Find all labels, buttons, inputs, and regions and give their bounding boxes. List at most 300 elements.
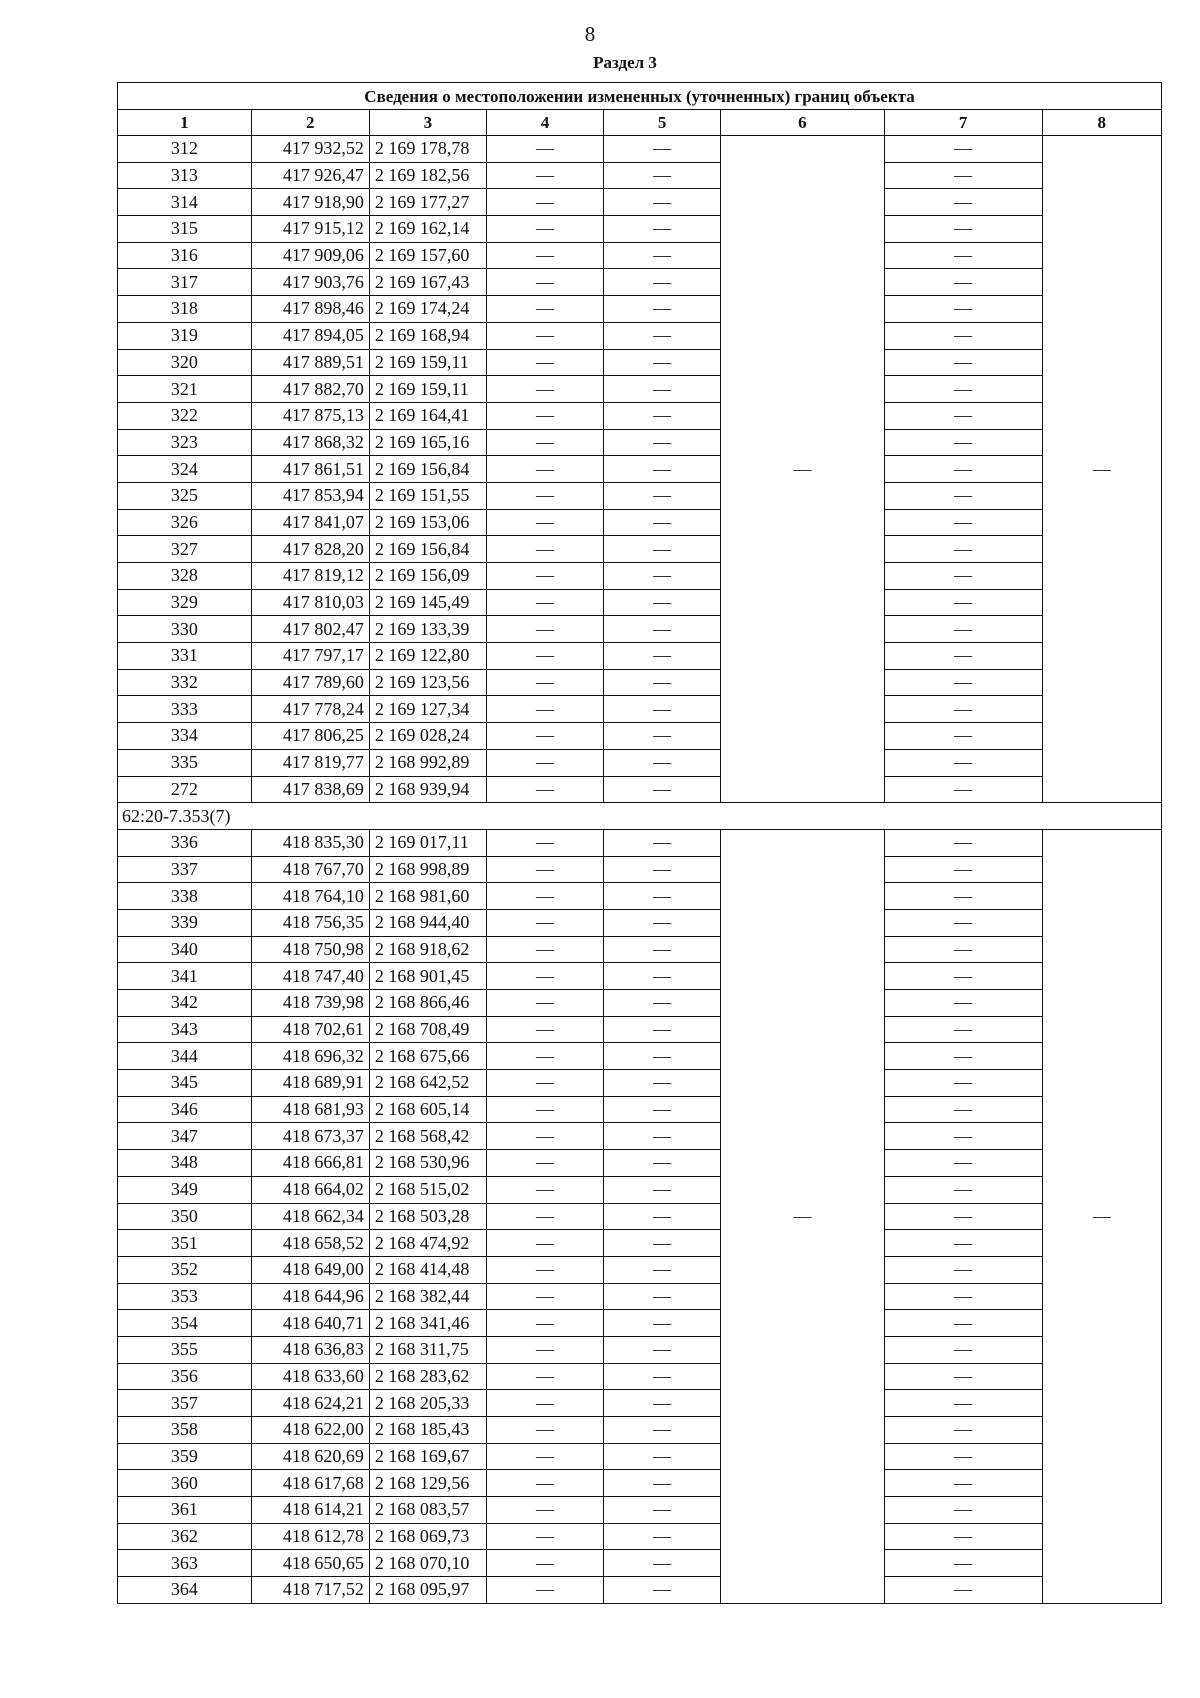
column-7-cell: — [884, 1043, 1042, 1070]
point-number-cell: 334 [118, 723, 252, 750]
table-row [118, 963, 1162, 990]
x-coordinate-cell: 417 918,90 [251, 189, 369, 216]
y-coordinate-cell: 2 168 939,94 [369, 776, 486, 803]
x-coordinate-cell: 418 622,00 [251, 1417, 369, 1444]
y-coordinate-cell: 2 169 151,55 [369, 482, 486, 509]
column-4-cell: — [486, 1230, 603, 1257]
point-number-cell: 361 [118, 1497, 252, 1524]
x-coordinate-cell: 418 650,65 [251, 1550, 369, 1577]
table-row [118, 1310, 1162, 1337]
column-7-cell: — [884, 1497, 1042, 1524]
column-7-cell: — [884, 776, 1042, 803]
point-number-cell: 345 [118, 1070, 252, 1097]
column-4-cell: — [486, 269, 603, 296]
x-coordinate-cell: 417 838,69 [251, 776, 369, 803]
y-coordinate-cell: 2 169 122,80 [369, 643, 486, 670]
column-5-cell: — [604, 990, 721, 1017]
table-row [118, 536, 1162, 563]
column-7-cell: — [884, 723, 1042, 750]
column-6-merged-cell: — [721, 829, 884, 1603]
point-number-cell: 319 [118, 322, 252, 349]
column-7-cell: — [884, 963, 1042, 990]
y-coordinate-cell: 2 168 944,40 [369, 909, 486, 936]
x-coordinate-cell: 417 898,46 [251, 296, 369, 323]
table-row [118, 1123, 1162, 1150]
column-7-cell: — [884, 1203, 1042, 1230]
column-4-cell: — [486, 643, 603, 670]
column-5-cell: — [604, 563, 721, 590]
column-5-cell: — [604, 1363, 721, 1390]
point-number-cell: 333 [118, 696, 252, 723]
x-coordinate-cell: 418 636,83 [251, 1336, 369, 1363]
y-coordinate-cell: 2 168 515,02 [369, 1176, 486, 1203]
column-5-cell: — [604, 322, 721, 349]
point-number-cell: 337 [118, 856, 252, 883]
table-row [118, 563, 1162, 590]
column-5-cell: — [604, 1203, 721, 1230]
column-header: 8 [1042, 110, 1161, 136]
table-row [118, 296, 1162, 323]
column-7-cell: — [884, 1283, 1042, 1310]
table-row [118, 216, 1162, 243]
column-header: 4 [486, 110, 603, 136]
column-4-cell: — [486, 1283, 603, 1310]
column-4-cell: — [486, 696, 603, 723]
x-coordinate-cell: 417 797,17 [251, 643, 369, 670]
point-number-cell: 313 [118, 162, 252, 189]
y-coordinate-cell: 2 168 503,28 [369, 1203, 486, 1230]
table-row [118, 509, 1162, 536]
column-7-cell: — [884, 1123, 1042, 1150]
column-7-cell: — [884, 1417, 1042, 1444]
column-5-cell: — [604, 402, 721, 429]
column-header: 7 [884, 110, 1042, 136]
y-coordinate-cell: 2 169 127,34 [369, 696, 486, 723]
x-coordinate-cell: 417 889,51 [251, 349, 369, 376]
x-coordinate-cell: 417 778,24 [251, 696, 369, 723]
y-coordinate-cell: 2 168 095,97 [369, 1577, 486, 1604]
column-4-cell: — [486, 1096, 603, 1123]
x-coordinate-cell: 417 909,06 [251, 242, 369, 269]
column-header: 1 [118, 110, 252, 136]
column-5-cell: — [604, 829, 721, 856]
x-coordinate-cell: 418 614,21 [251, 1497, 369, 1524]
column-4-cell: — [486, 1310, 603, 1337]
table-row [118, 936, 1162, 963]
point-number-cell: 362 [118, 1523, 252, 1550]
x-coordinate-cell: 418 767,70 [251, 856, 369, 883]
group-row [118, 803, 1162, 830]
column-7-cell: — [884, 1150, 1042, 1177]
point-number-cell: 316 [118, 242, 252, 269]
column-4-cell: — [486, 1523, 603, 1550]
column-4-cell: — [486, 296, 603, 323]
table-row [118, 1203, 1162, 1230]
y-coordinate-cell: 2 168 205,33 [369, 1390, 486, 1417]
column-5-cell: — [604, 376, 721, 403]
y-coordinate-cell: 2 168 981,60 [369, 883, 486, 910]
column-5-cell: — [604, 1390, 721, 1417]
table-row [118, 1150, 1162, 1177]
y-coordinate-cell: 2 169 153,06 [369, 509, 486, 536]
column-4-cell: — [486, 1550, 603, 1577]
column-4-cell: — [486, 1417, 603, 1444]
point-number-cell: 354 [118, 1310, 252, 1337]
column-5-cell: — [604, 296, 721, 323]
column-5-cell: — [604, 1256, 721, 1283]
x-coordinate-cell: 418 662,34 [251, 1203, 369, 1230]
point-number-cell: 330 [118, 616, 252, 643]
table-row [118, 429, 1162, 456]
column-4-cell: — [486, 563, 603, 590]
x-coordinate-cell: 418 640,71 [251, 1310, 369, 1337]
column-4-cell: — [486, 909, 603, 936]
table-row [118, 1390, 1162, 1417]
column-4-cell: — [486, 402, 603, 429]
column-5-cell: — [604, 1043, 721, 1070]
x-coordinate-cell: 418 696,32 [251, 1043, 369, 1070]
x-coordinate-cell: 418 717,52 [251, 1577, 369, 1604]
point-number-cell: 350 [118, 1203, 252, 1230]
point-number-cell: 342 [118, 990, 252, 1017]
column-header: 2 [251, 110, 369, 136]
y-coordinate-cell: 2 168 069,73 [369, 1523, 486, 1550]
y-coordinate-cell: 2 168 185,43 [369, 1417, 486, 1444]
point-number-cell: 332 [118, 669, 252, 696]
column-4-cell: — [486, 589, 603, 616]
column-header: 3 [369, 110, 486, 136]
column-4-cell: — [486, 829, 603, 856]
column-7-cell: — [884, 162, 1042, 189]
x-coordinate-cell: 418 681,93 [251, 1096, 369, 1123]
y-coordinate-cell: 2 168 708,49 [369, 1016, 486, 1043]
x-coordinate-cell: 417 789,60 [251, 669, 369, 696]
column-4-cell: — [486, 749, 603, 776]
x-coordinate-cell: 418 673,37 [251, 1123, 369, 1150]
column-4-cell: — [486, 136, 603, 163]
x-coordinate-cell: 417 915,12 [251, 216, 369, 243]
x-coordinate-cell: 418 835,30 [251, 829, 369, 856]
column-4-cell: — [486, 1123, 603, 1150]
y-coordinate-cell: 2 169 182,56 [369, 162, 486, 189]
column-7-cell: — [884, 482, 1042, 509]
y-coordinate-cell: 2 168 382,44 [369, 1283, 486, 1310]
table-row [118, 1550, 1162, 1577]
y-coordinate-cell: 2 169 165,16 [369, 429, 486, 456]
point-number-cell: 322 [118, 402, 252, 429]
column-4-cell: — [486, 936, 603, 963]
table-row [118, 856, 1162, 883]
column-4-cell: — [486, 776, 603, 803]
column-7-cell: — [884, 269, 1042, 296]
point-number-cell: 348 [118, 1150, 252, 1177]
column-4-cell: — [486, 429, 603, 456]
column-5-cell: — [604, 536, 721, 563]
column-5-cell: — [604, 429, 721, 456]
point-number-cell: 314 [118, 189, 252, 216]
x-coordinate-cell: 417 853,94 [251, 482, 369, 509]
column-5-cell: — [604, 1150, 721, 1177]
column-5-cell: — [604, 1417, 721, 1444]
point-number-cell: 360 [118, 1470, 252, 1497]
y-coordinate-cell: 2 169 156,84 [369, 536, 486, 563]
table-row [118, 643, 1162, 670]
column-7-cell: — [884, 883, 1042, 910]
column-5-cell: — [604, 1070, 721, 1097]
y-coordinate-cell: 2 168 129,56 [369, 1470, 486, 1497]
table-row [118, 669, 1162, 696]
table-row [118, 242, 1162, 269]
column-4-cell: — [486, 482, 603, 509]
column-5-cell: — [604, 1577, 721, 1604]
point-number-cell: 353 [118, 1283, 252, 1310]
x-coordinate-cell: 417 875,13 [251, 402, 369, 429]
point-number-cell: 341 [118, 963, 252, 990]
table-row [118, 883, 1162, 910]
table-row [118, 1443, 1162, 1470]
column-4-cell: — [486, 616, 603, 643]
column-4-cell: — [486, 242, 603, 269]
table-row [118, 1417, 1162, 1444]
y-coordinate-cell: 2 169 156,84 [369, 456, 486, 483]
y-coordinate-cell: 2 169 177,27 [369, 189, 486, 216]
table-row [118, 829, 1162, 856]
column-5-cell: — [604, 749, 721, 776]
y-coordinate-cell: 2 169 017,11 [369, 829, 486, 856]
table-row [118, 1176, 1162, 1203]
point-number-cell: 356 [118, 1363, 252, 1390]
table-row [118, 189, 1162, 216]
column-7-cell: — [884, 509, 1042, 536]
point-number-cell: 326 [118, 509, 252, 536]
column-5-cell: — [604, 1550, 721, 1577]
column-7-cell: — [884, 456, 1042, 483]
y-coordinate-cell: 2 168 918,62 [369, 936, 486, 963]
column-7-cell: — [884, 1550, 1042, 1577]
table-row [118, 1016, 1162, 1043]
column-4-cell: — [486, 1470, 603, 1497]
y-coordinate-cell: 2 168 992,89 [369, 749, 486, 776]
column-7-cell: — [884, 1176, 1042, 1203]
column-5-cell: — [604, 269, 721, 296]
x-coordinate-cell: 418 649,00 [251, 1256, 369, 1283]
column-5-cell: — [604, 616, 721, 643]
column-5-cell: — [604, 936, 721, 963]
y-coordinate-cell: 2 169 028,24 [369, 723, 486, 750]
table-row [118, 482, 1162, 509]
y-coordinate-cell: 2 168 866,46 [369, 990, 486, 1017]
x-coordinate-cell: 418 702,61 [251, 1016, 369, 1043]
column-4-cell: — [486, 189, 603, 216]
y-coordinate-cell: 2 168 341,46 [369, 1310, 486, 1337]
point-number-cell: 320 [118, 349, 252, 376]
column-7-cell: — [884, 749, 1042, 776]
boundary-coordinates-table [117, 82, 1162, 1604]
x-coordinate-cell: 418 747,40 [251, 963, 369, 990]
x-coordinate-cell: 418 756,35 [251, 909, 369, 936]
column-5-cell: — [604, 242, 721, 269]
column-5-cell: — [604, 1470, 721, 1497]
x-coordinate-cell: 418 612,78 [251, 1523, 369, 1550]
column-4-cell: — [486, 1390, 603, 1417]
y-coordinate-cell: 2 168 169,67 [369, 1443, 486, 1470]
point-number-cell: 352 [118, 1256, 252, 1283]
table-row [118, 456, 1162, 483]
x-coordinate-cell: 417 819,12 [251, 563, 369, 590]
column-7-cell: — [884, 189, 1042, 216]
x-coordinate-cell: 418 658,52 [251, 1230, 369, 1257]
column-4-cell: — [486, 536, 603, 563]
y-coordinate-cell: 2 169 145,49 [369, 589, 486, 616]
y-coordinate-cell: 2 168 901,45 [369, 963, 486, 990]
table-row [118, 269, 1162, 296]
table-row [118, 776, 1162, 803]
table-row [118, 1577, 1162, 1604]
y-coordinate-cell: 2 169 123,56 [369, 669, 486, 696]
column-4-cell: — [486, 856, 603, 883]
column-5-cell: — [604, 643, 721, 670]
point-number-cell: 329 [118, 589, 252, 616]
x-coordinate-cell: 417 926,47 [251, 162, 369, 189]
point-number-cell: 323 [118, 429, 252, 456]
table-row [118, 376, 1162, 403]
column-7-cell: — [884, 643, 1042, 670]
column-7-cell: — [884, 1363, 1042, 1390]
x-coordinate-cell: 418 666,81 [251, 1150, 369, 1177]
column-5-cell: — [604, 1497, 721, 1524]
column-7-cell: — [884, 1523, 1042, 1550]
column-7-cell: — [884, 1336, 1042, 1363]
column-5-cell: — [604, 1336, 721, 1363]
y-coordinate-cell: 2 169 162,14 [369, 216, 486, 243]
column-4-cell: — [486, 376, 603, 403]
table-row [118, 723, 1162, 750]
column-header: 5 [604, 110, 721, 136]
column-5-cell: — [604, 883, 721, 910]
y-coordinate-cell: 2 169 174,24 [369, 296, 486, 323]
column-7-cell: — [884, 1390, 1042, 1417]
point-number-cell: 338 [118, 883, 252, 910]
x-coordinate-cell: 418 624,21 [251, 1390, 369, 1417]
column-4-cell: — [486, 990, 603, 1017]
page-number: 8 [584, 22, 596, 46]
x-coordinate-cell: 417 882,70 [251, 376, 369, 403]
table-row [118, 402, 1162, 429]
column-4-cell: — [486, 1176, 603, 1203]
table-row [118, 1256, 1162, 1283]
y-coordinate-cell: 2 168 605,14 [369, 1096, 486, 1123]
column-8-merged-cell: — [1042, 136, 1161, 803]
x-coordinate-cell: 417 828,20 [251, 536, 369, 563]
point-number-cell: 363 [118, 1550, 252, 1577]
y-coordinate-cell: 2 169 159,11 [369, 376, 486, 403]
table-row [118, 1283, 1162, 1310]
column-7-cell: — [884, 376, 1042, 403]
column-5-cell: — [604, 909, 721, 936]
column-4-cell: — [486, 1497, 603, 1524]
point-number-cell: 336 [118, 829, 252, 856]
column-5-cell: — [604, 1283, 721, 1310]
point-number-cell: 351 [118, 1230, 252, 1257]
point-number-cell: 357 [118, 1390, 252, 1417]
column-5-cell: — [604, 216, 721, 243]
point-number-cell: 364 [118, 1577, 252, 1604]
column-5-cell: — [604, 1523, 721, 1550]
y-coordinate-cell: 2 168 311,75 [369, 1336, 486, 1363]
y-coordinate-cell: 2 169 159,11 [369, 349, 486, 376]
column-5-cell: — [604, 349, 721, 376]
column-5-cell: — [604, 856, 721, 883]
y-coordinate-cell: 2 169 164,41 [369, 402, 486, 429]
y-coordinate-cell: 2 168 414,48 [369, 1256, 486, 1283]
column-5-cell: — [604, 776, 721, 803]
column-5-cell: — [604, 723, 721, 750]
column-7-cell: — [884, 1230, 1042, 1257]
point-number-cell: 346 [118, 1096, 252, 1123]
table-row [118, 1523, 1162, 1550]
column-7-cell: — [884, 536, 1042, 563]
point-number-cell: 343 [118, 1016, 252, 1043]
column-5-cell: — [604, 589, 721, 616]
column-7-cell: — [884, 136, 1042, 163]
point-number-cell: 312 [118, 136, 252, 163]
column-7-cell: — [884, 1577, 1042, 1604]
x-coordinate-cell: 417 903,76 [251, 269, 369, 296]
point-number-cell: 325 [118, 482, 252, 509]
column-5-cell: — [604, 963, 721, 990]
column-4-cell: — [486, 1043, 603, 1070]
table-row [118, 589, 1162, 616]
y-coordinate-cell: 2 168 642,52 [369, 1070, 486, 1097]
column-7-cell: — [884, 242, 1042, 269]
column-4-cell: — [486, 1150, 603, 1177]
x-coordinate-cell: 418 750,98 [251, 936, 369, 963]
column-4-cell: — [486, 669, 603, 696]
table-row [118, 990, 1162, 1017]
table-row [118, 1230, 1162, 1257]
point-number-cell: 331 [118, 643, 252, 670]
x-coordinate-cell: 417 861,51 [251, 456, 369, 483]
y-coordinate-cell: 2 168 568,42 [369, 1123, 486, 1150]
x-coordinate-cell: 417 819,77 [251, 749, 369, 776]
column-7-cell: — [884, 1256, 1042, 1283]
y-coordinate-cell: 2 168 070,10 [369, 1550, 486, 1577]
y-coordinate-cell: 2 168 474,92 [369, 1230, 486, 1257]
column-4-cell: — [486, 963, 603, 990]
table-row [118, 616, 1162, 643]
column-5-cell: — [604, 136, 721, 163]
table-row [118, 162, 1162, 189]
column-4-cell: — [486, 162, 603, 189]
point-number-cell: 339 [118, 909, 252, 936]
column-7-cell: — [884, 349, 1042, 376]
column-7-cell: — [884, 563, 1042, 590]
point-number-cell: 347 [118, 1123, 252, 1150]
column-7-cell: — [884, 402, 1042, 429]
table-row [118, 349, 1162, 376]
column-5-cell: — [604, 669, 721, 696]
point-number-cell: 328 [118, 563, 252, 590]
column-7-cell: — [884, 990, 1042, 1017]
x-coordinate-cell: 417 806,25 [251, 723, 369, 750]
point-number-cell: 317 [118, 269, 252, 296]
column-4-cell: — [486, 1256, 603, 1283]
column-5-cell: — [604, 1310, 721, 1337]
column-5-cell: — [604, 1176, 721, 1203]
column-7-cell: — [884, 322, 1042, 349]
point-number-cell: 327 [118, 536, 252, 563]
table-row [118, 1363, 1162, 1390]
